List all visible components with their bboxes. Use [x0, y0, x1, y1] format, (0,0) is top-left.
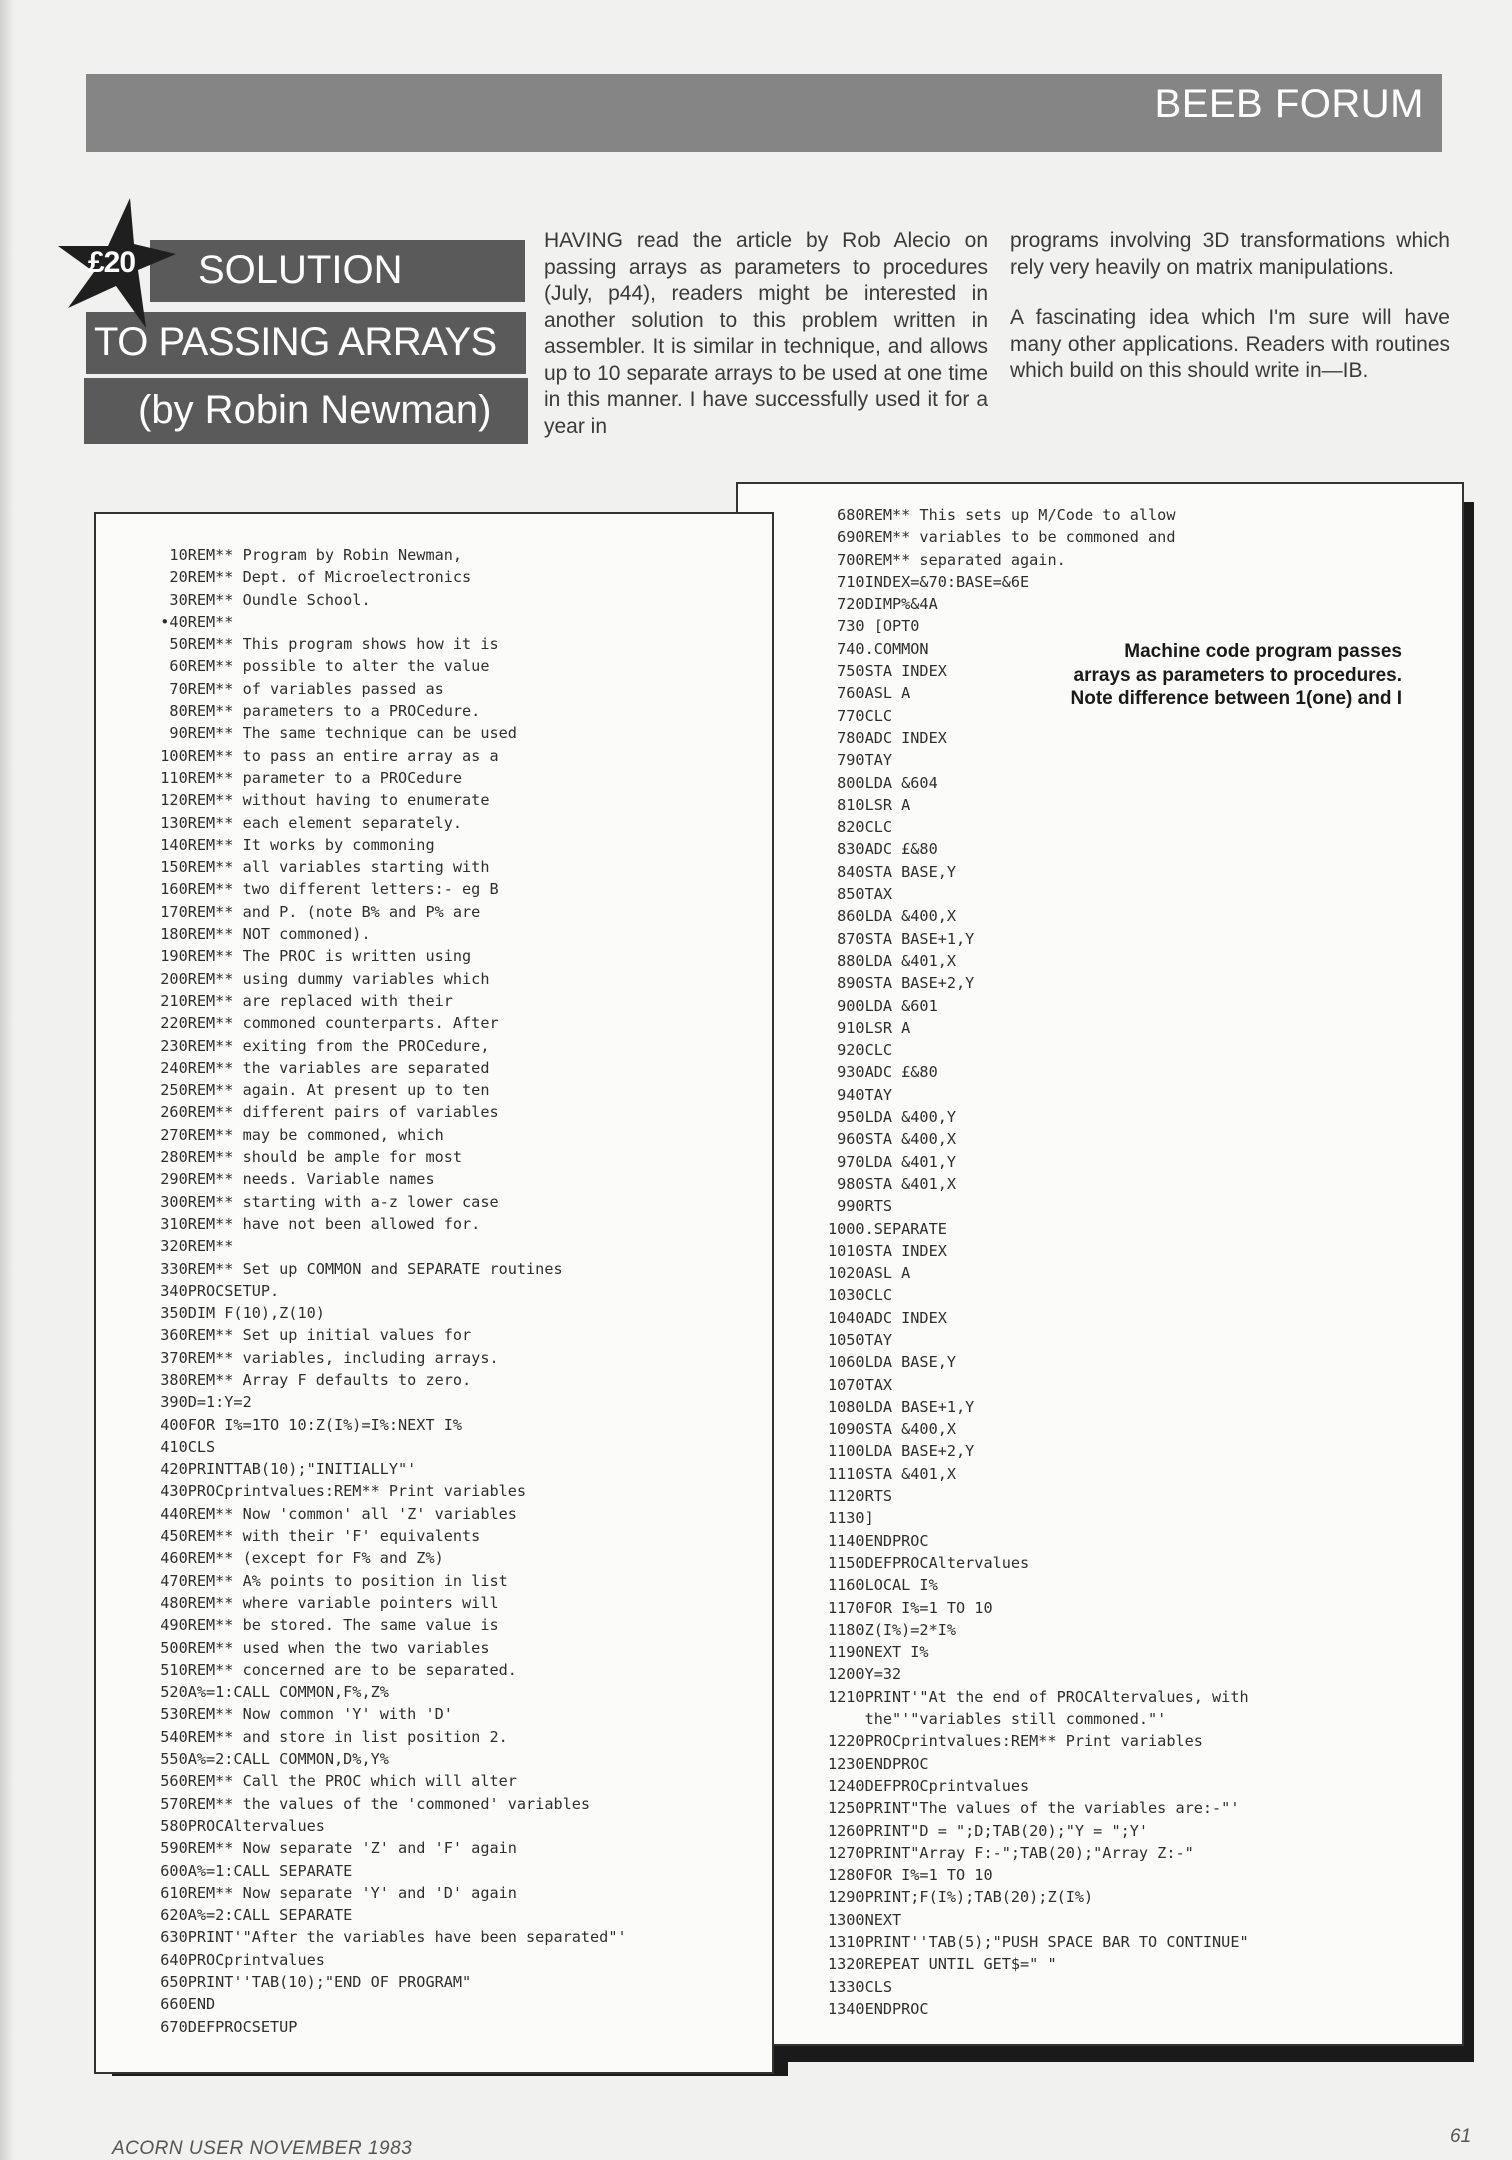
code-line: 1250PRINT"The values of the variables are:-"': [828, 1799, 1240, 1818]
code-line: 500REM** used when the two variables: [142, 1638, 490, 1657]
section-banner: [86, 74, 1442, 152]
code-line: 150REM** all variables starting with: [142, 858, 490, 877]
code-line: 560REM** Call the PROC which will alter: [142, 1772, 517, 1791]
code-line: 1080LDA BASE+1,Y: [828, 1397, 975, 1416]
code-line: 180REM** NOT commoned).: [142, 925, 371, 944]
code-line: 760ASL A: [828, 684, 911, 703]
code-line: 750STA INDEX: [828, 662, 947, 681]
code-line: 470REM** A% points to position in list: [142, 1571, 508, 1590]
code-line: 850TAX: [828, 885, 893, 904]
prize-star: [58, 198, 178, 330]
code-line: 1060LDA BASE,Y: [828, 1353, 957, 1372]
code-line: 680REM** This sets up M/Code to allow: [828, 506, 1176, 524]
code-line: 1280FOR I%=1 TO 10: [828, 1866, 993, 1885]
code-line: 1150DEFPROCAltervalues: [828, 1553, 1030, 1572]
code-line: 790TAY: [828, 751, 893, 770]
code-line: 490REM** be stored. The same value is: [142, 1616, 499, 1635]
intro-paragraph-2: programs involving 3D transformations which rely very heavily on matrix manipulations.: [1010, 229, 1450, 279]
code-line: 810LSR A: [828, 795, 911, 814]
code-line: 290REM** needs. Variable names: [142, 1170, 435, 1189]
code-line: 340PROCSETUP.: [142, 1281, 280, 1300]
code-line: 1000.SEPARATE: [828, 1219, 947, 1238]
code-line: 1320REPEAT UNTIL GET$=" ": [828, 1955, 1057, 1974]
code-line: 510REM** concerned are to be separated.: [142, 1660, 517, 1679]
code-line: 90REM** The same technique can be used: [142, 724, 517, 743]
code-line: 1190NEXT I%: [828, 1643, 929, 1662]
prize-amount: £20: [88, 246, 136, 279]
figure-caption: Machine code program passes arrays as parameters to procedures. Note difference between 1(one) and I: [1070, 641, 1402, 709]
code-line: 1090STA &400,X: [828, 1420, 957, 1439]
code-line: 60REM** possible to alter the value: [142, 657, 490, 676]
code-line: 1200Y=32: [828, 1665, 902, 1684]
listing-box-left: [94, 512, 774, 2074]
code-line: 140REM** It works by commoning: [142, 835, 435, 854]
code-line: 30REM** Oundle School.: [142, 590, 371, 609]
code-line: 480REM** where variable pointers will: [142, 1593, 499, 1612]
code-line: 260REM** different pairs of variables: [142, 1103, 499, 1122]
code-line: 650PRINT''TAB(10);"END OF PROGRAM": [142, 1973, 472, 1991]
code-line: 450REM** with their 'F' equivalents: [142, 1527, 481, 1546]
listing-box-right: [736, 482, 1464, 2046]
code-line: 820CLC: [828, 818, 893, 837]
code-line: 370REM** variables, including arrays.: [142, 1348, 499, 1367]
code-line: 430PROCprintvalues:REM** Print variables: [142, 1482, 527, 1501]
article-byline: (by Robin Newman): [138, 388, 492, 432]
code-line: 1120RTS: [828, 1487, 893, 1506]
code-line: 980STA &401,X: [828, 1174, 957, 1193]
code-line: 800LDA &604: [828, 773, 938, 792]
code-line: 310REM** have not been allowed for.: [142, 1214, 481, 1233]
title-bar-1: [150, 240, 525, 302]
code-line: 1180Z(I%)=2*I%: [828, 1620, 957, 1639]
intro-paragraph-1: HAVING read the article by Rob Alecio on passing arrays as parameters to procedures (July, p44), readers might be interested in another solution to this problem written in assembler. It is similar in technique, and allows up to 10 separate arrays to be used at one time in this manner. I have successfully used it for a year in: [544, 229, 988, 438]
code-line: 1020ASL A: [828, 1264, 911, 1283]
code-line: 1230ENDPROC: [828, 1754, 929, 1773]
code-listing-left: [142, 544, 627, 2038]
code-line: 1310PRINT''TAB(5);"PUSH SPACE BAR TO CONTINUE": [828, 1933, 1249, 1951]
intro-column-1: [544, 228, 988, 464]
code-line: 1160LOCAL I%: [828, 1576, 938, 1595]
code-line: 870STA BASE+1,Y: [828, 929, 975, 948]
code-line: 300REM** starting with a-z lower case: [142, 1192, 499, 1211]
code-line: 220REM** commoned counterparts. After: [142, 1014, 499, 1033]
code-line: 530REM** Now common 'Y' with 'D': [142, 1705, 453, 1724]
code-line: 660END: [142, 1995, 216, 2014]
code-line: 100REM** to pass an entire array as a: [142, 746, 499, 765]
code-line: 940TAY: [828, 1085, 893, 1104]
code-line: 190REM** The PROC is written using: [142, 947, 472, 966]
code-line: 420PRINTTAB(10);"INITIALLY"': [142, 1460, 417, 1479]
code-line: 70REM** of variables passed as: [142, 679, 444, 698]
code-line: 720DIMP%&4A: [828, 595, 938, 614]
code-line: 410CLS: [142, 1437, 216, 1456]
code-line: 130REM** each element separately.: [142, 813, 463, 832]
code-line: 1050TAY: [828, 1330, 893, 1349]
code-line: 1030CLC: [828, 1286, 893, 1305]
code-line: 200REM** using dummy variables which: [142, 969, 490, 988]
code-line: 570REM** the values of the 'commoned' variables: [142, 1794, 591, 1813]
code-line: 950LDA &400,Y: [828, 1108, 957, 1127]
code-line: 1220PROCprintvalues:REM** Print variables: [828, 1732, 1203, 1751]
code-line: 740.COMMON: [828, 639, 929, 658]
code-line: 280REM** should be ample for most: [142, 1148, 463, 1167]
code-line: 700REM** separated again.: [828, 550, 1066, 569]
code-line: 460REM** (except for F% and Z%): [142, 1549, 444, 1568]
code-line: 930ADC £&80: [828, 1063, 938, 1082]
footer-publication: ACORN USER NOVEMBER 1983: [112, 2138, 413, 2159]
code-line: 910LSR A: [828, 1018, 911, 1037]
section-title: BEEB FORUM: [1154, 82, 1424, 126]
code-line: 1070TAX: [828, 1375, 893, 1394]
code-line: 890STA BASE+2,Y: [828, 974, 975, 993]
code-line: 210REM** are replaced with their: [142, 991, 453, 1010]
code-line: 520A%=1:CALL COMMON,F%,Z%: [142, 1683, 389, 1702]
code-line: 830ADC £&80: [828, 840, 938, 859]
page-spine-shadow: [0, 0, 14, 2160]
code-line: 610REM** Now separate 'Y' and 'D' again: [142, 1883, 517, 1902]
intro-column-2: [1010, 228, 1450, 409]
code-line: 1140ENDPROC: [828, 1531, 929, 1550]
code-line: the"'"variables still commoned."': [828, 1710, 1167, 1729]
code-line: •40REM**: [142, 612, 234, 631]
code-line: 160REM** two different letters:- eg B: [142, 880, 499, 899]
code-line: 920CLC: [828, 1041, 893, 1060]
code-line: 600A%=1:CALL SEPARATE: [142, 1861, 353, 1880]
code-line: 960STA &400,X: [828, 1130, 957, 1149]
code-line: 1040ADC INDEX: [828, 1308, 947, 1327]
code-line: 1240DEFPROCprintvalues: [828, 1776, 1030, 1795]
code-line: 360REM** Set up initial values for: [142, 1326, 472, 1345]
article-title-line1: SOLUTION: [198, 248, 403, 292]
code-line: 110REM** parameter to a PROCedure: [142, 768, 463, 787]
code-line: 690REM** variables to be commoned and: [828, 528, 1176, 547]
code-line: 380REM** Array F defaults to zero.: [142, 1370, 472, 1389]
code-line: 440REM** Now 'common' all 'Z' variables: [142, 1504, 517, 1523]
title-bar-3: [84, 378, 528, 444]
code-line: 1210PRINT'"At the end of PROCAltervalues, with: [828, 1687, 1249, 1706]
code-line: 670DEFPROCSETUP: [142, 2017, 298, 2036]
code-line: 1170FOR I%=1 TO 10: [828, 1598, 993, 1617]
code-line: 1340ENDPROC: [828, 1999, 929, 2018]
code-line: 120REM** without having to enumerate: [142, 791, 490, 810]
code-line: 350DIM F(10),Z(10): [142, 1304, 325, 1323]
code-line: 50REM** This program shows how it is: [142, 635, 499, 654]
code-line: 880LDA &401,X: [828, 951, 957, 970]
code-line: 590REM** Now separate 'Z' and 'F' again: [142, 1839, 517, 1858]
code-line: 270REM** may be commoned, which: [142, 1125, 444, 1144]
code-line: 1260PRINT"D = ";D;TAB(20);"Y = ";Y': [828, 1821, 1149, 1840]
code-line: 20REM** Dept. of Microelectronics: [142, 568, 472, 587]
code-line: 1010STA INDEX: [828, 1241, 947, 1260]
code-line: 640PROCprintvalues: [142, 1950, 325, 1969]
code-line: 900LDA &601: [828, 996, 938, 1015]
code-line: 400FOR I%=1TO 10:Z(I%)=I%:NEXT I%: [142, 1415, 463, 1434]
code-line: 230REM** exiting from the PROCedure,: [142, 1036, 490, 1055]
code-line: 710INDEX=&70:BASE=&6E: [828, 572, 1030, 591]
page-number: 61: [1450, 2126, 1472, 2147]
code-line: 990RTS: [828, 1197, 893, 1216]
code-line: 630PRINT'"After the variables have been separated"': [142, 1928, 627, 1947]
code-line: 240REM** the variables are separated: [142, 1058, 490, 1077]
code-line: 540REM** and store in list position 2.: [142, 1727, 508, 1746]
code-line: 1270PRINT"Array F:-";TAB(20);"Array Z:-": [828, 1843, 1194, 1862]
code-listing-right: [828, 504, 1249, 2020]
code-line: 10REM** Program by Robin Newman,: [142, 546, 463, 564]
code-line: 1110STA &401,X: [828, 1464, 957, 1483]
code-line: 250REM** again. At present up to ten: [142, 1081, 490, 1100]
code-line: 170REM** and P. (note B% and P% are: [142, 902, 481, 921]
code-line: 1130]: [828, 1509, 874, 1528]
code-line: 330REM** Set up COMMON and SEPARATE routines: [142, 1259, 563, 1278]
code-line: 1100LDA BASE+2,Y: [828, 1442, 975, 1461]
code-line: 970LDA &401,Y: [828, 1152, 957, 1171]
code-line: 620A%=2:CALL SEPARATE: [142, 1906, 353, 1925]
code-line: 1290PRINT;F(I%);TAB(20);Z(I%): [828, 1888, 1094, 1907]
code-line: 770CLC: [828, 706, 893, 725]
code-line: 550A%=2:CALL COMMON,D%,Y%: [142, 1750, 389, 1769]
code-line: 320REM**: [142, 1237, 234, 1256]
article-title-line2: TO PASSING ARRAYS: [94, 320, 497, 364]
code-line: 780ADC INDEX: [828, 728, 947, 747]
code-line: 580PROCAltervalues: [142, 1816, 325, 1835]
code-line: 1330CLS: [828, 1977, 893, 1996]
code-line: 80REM** parameters to a PROCedure.: [142, 702, 481, 721]
code-line: 860LDA &400,X: [828, 907, 957, 926]
code-line: 1300NEXT: [828, 1910, 902, 1929]
code-line: 390D=1:Y=2: [142, 1393, 252, 1412]
code-line: 730 [OPT0: [828, 617, 920, 636]
code-line: 840STA BASE,Y: [828, 862, 957, 881]
intro-paragraph-3: A fascinating idea which I'm sure will have many other applications. Readers with routines which build on this should write in—IB.: [1010, 306, 1450, 382]
